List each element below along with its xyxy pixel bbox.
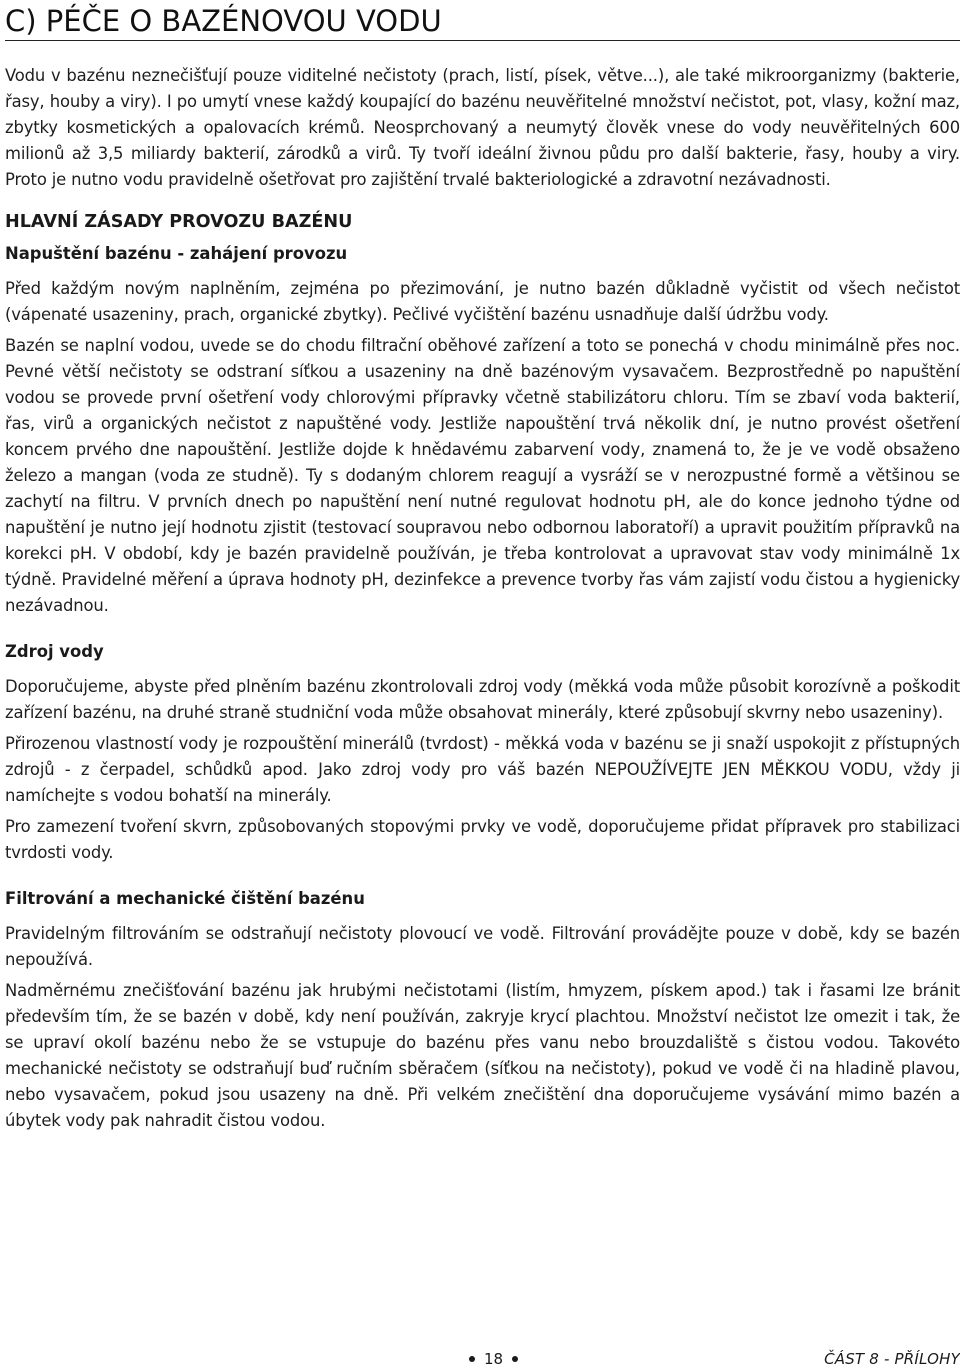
section-filling [5,241,960,619]
page-number [460,1350,527,1368]
paragraph: Bazén se naplní vodou, uvede se do chodu filtrační oběhové zařízení a toto se ponechá v chodu minimálně přes noc. Pevné větší nečistoty se odstraní síťkou a usazeniny na dně bazénovým vysavačem. Bezprostředně po napuštění vodou se provede první ošetření vody chlorovými přípravky včetně stabilizátoru chloru. Tím se zbaví voda bakterií, řas, virů a organických nečistot z napuštěné vody. Jestliže napouštění trvá několik dní, je nutno provést ošetření koncem prvého dne napouštění. Jestliže dojde k hnědavému zabarvení vody, znamená to, že je ve vodě obsaženo železo a mangan (voda ze studně). Ty s dodaným chlorem reagují a vysráží se v nerozpustné formě a většinou se zachytí na filtru. V prvních dnech po napuštění není nutné regulovat hodnotu pH, ale do konce jednoho týdne od napuštění je nutno její hodnotu zjistit (testovací soupravou nebo odbornou laboratoří) a upravit použitím přípravků na korekci pH. V období, kdy je bazén pravidelně používán, je třeba kontrolovat a upravovat stav vody minimálně 1x týdně. Pravidelné měření a úprava hodnoty pH, dezinfekce a prevence tvorby řas vám zajistí vodu čistou a hygienicky nezávadnou. [5,336,960,615]
paragraph: Přirozenou vlastností vody je rozpouštění minerálů (tvrdost) - měkká voda v bazénu se ji snaží uspokojit z přístupných zdrojů - z čerpadel, schůdků apod. Jako zdroj vody pro váš bazén NEPOUŽÍVEJTE JEN MĚKKOU VODU, vždy ji namíchejte s vodou bohatší na minerály. [5,734,960,805]
section-heading-filling: Napuštění bazénu - zahájení provozu [5,244,348,263]
document-page [5,0,960,1369]
intro-paragraph: Vodu v bazénu neznečišťují pouze viditelné nečistoty (prach, listí, písek, větve...), ale také mikroorganizmy (bakterie, řasy, houby a viry). I po umytí vnese každý koupající do bazénu neuvěřitelné množství nečistot, pot, vlasy, kožní maz, zbytky kosmetických a opalovacích krémů. Neosprchovaný a neumytý člověk vnese do vody neuvěřitelných 600 milionů až 3,5 miliardy bakterií, zárodků a virů. Ty tvoří ideální živnou půdu pro další bakterie, řasy, houby a viry. Proto je nutno vodu pravidelně ošetřovat pro zajištění trvalé bakteriologické a zdravotní nezávadnosti. [5,66,960,189]
paragraph: Před každým novým naplněním, zejména po přezimování, je nutno bazén důkladně vyčistit od všech nečistot (vápenaté usazeniny, prach, organické zbytky). Pečlivé vyčištění bazénu usnadňuje další údržbu vody. [5,279,960,324]
paragraph: Pravidelným filtrováním se odstraňují nečistoty plovoucí ve vodě. Filtrování provádějte pouze v době, kdy se bazén nepoužívá. [5,924,960,969]
part-label: ČÁST 8 - PŘÍLOHY [824,1350,960,1368]
page-title: C) PÉČE O BAZÉNOVOU VODU [5,4,442,38]
paragraph: Nadměrnému znečišťování bazénu jak hrubými nečistotami (listím, hmyzem, pískem apod.) tak i řasami lze bránit především tím, že se bazén v době, kdy není používán, zakryje krycí plachtou. Množství nečistot lze omezit i tak, že se upraví okolí bazénu nebo že se vstupuje do bazénu přes vanu nebo brouzdaliště s čistou vodou. Takovéto mechanické nečistoty se odstraňují buď ručním sběračem (síťkou na nečistoty), pokud ve vodě či na hladině plavou, nebo vysavačem, pokud jsou usazeny na dně. Při velkém znečištění dna doporučujeme vysávání mimo bazén a úbytek vody pak nahradit čistou vodou. [5,981,960,1130]
paragraph: Doporučujeme, abyste před plněním bazénu zkontrolovali zdroj vody (měkká voda může působit korozívně a poškodit zařízení bazénu, na druhé straně studniční voda může obsahovat minerály, které způsobují skvrny nebo usazeniny). [5,677,960,722]
paragraph: Pro zamezení tvoření skvrn, způsobovaných stopovými prvky ve vodě, doporučujeme přidat přípravek pro stabilizaci tvrdosti vody. [5,817,960,862]
main-section-heading: HLAVNÍ ZÁSADY PROVOZU BAZÉNU [5,212,353,232]
section-heading-filtering: Filtrování a mechanické čištění bazénu [5,889,365,908]
bullet-icon [469,1356,475,1362]
bullet-icon [512,1356,518,1362]
section-heading-water-source: Zdroj vody [5,642,104,661]
section-filtering [5,886,960,1134]
page-number-text: 18 [484,1350,504,1368]
section-water-source [5,639,960,866]
title-divider [5,40,960,41]
